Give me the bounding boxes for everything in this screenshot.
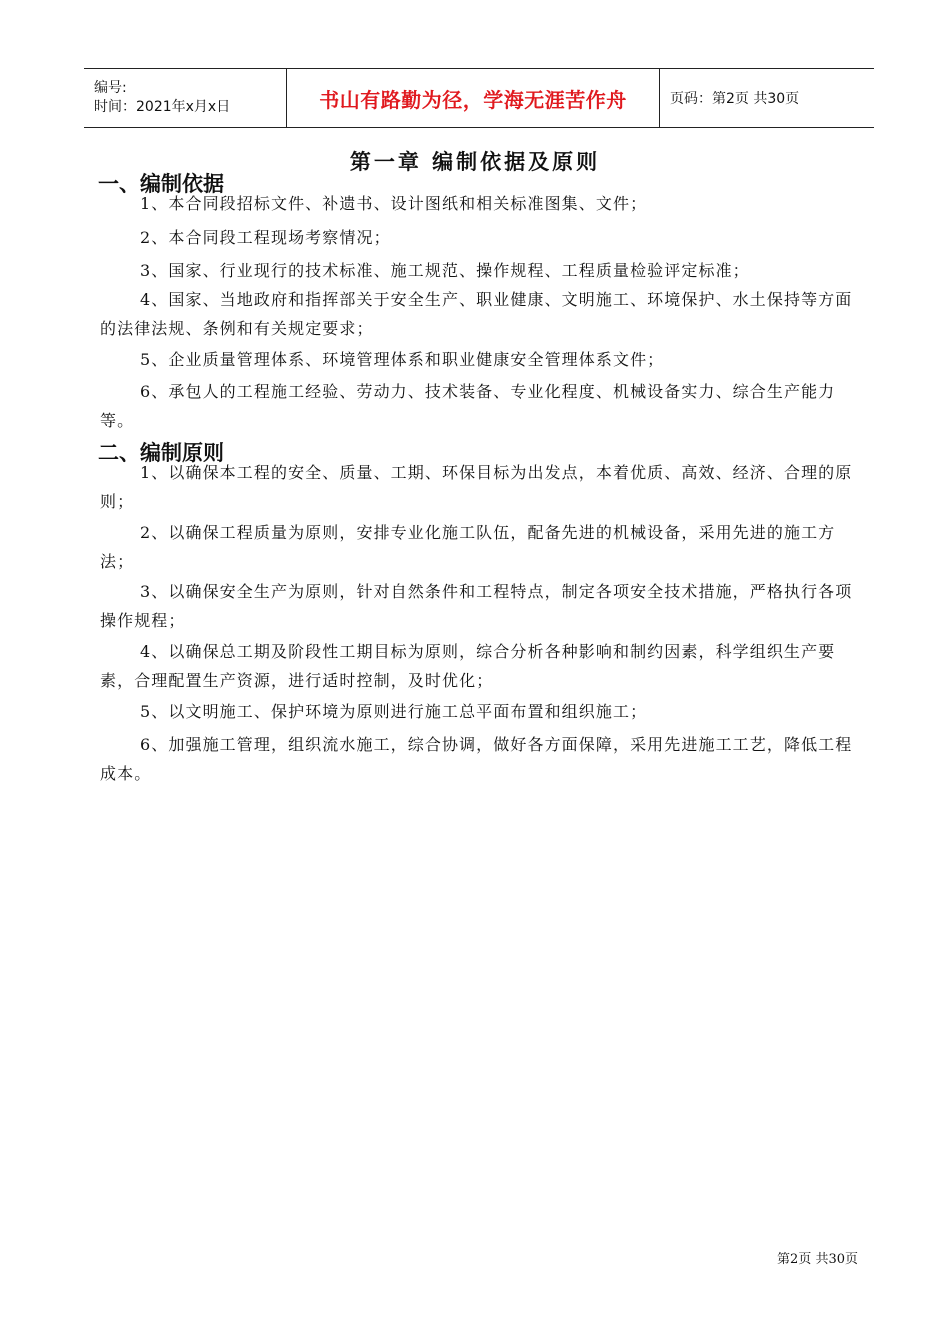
section-heading-basis: 一、编制依据 [98, 172, 224, 196]
paragraph: 1、本合同段招标文件、补遗书、设计图纸和相关标准图集、文件； [140, 194, 648, 213]
document-time-label: 时间：2021年x月x日 [94, 99, 231, 115]
paragraph: 4、以确保总工期及阶段性工期目标为原则，综合分析各种影响和制约因素，科学组织生产要素，合理配置生产资源，进行适时控制，及时优化； [100, 642, 836, 690]
chapter-title: 第一章 编制依据及原则 [349, 150, 601, 174]
page-footer: 第2页 共30页 [777, 1252, 858, 1267]
paragraph: 2、以确保工程质量为原则，安排专业化施工队伍，配备先进的机械设备，采用先进的施工方法； [100, 523, 836, 571]
paragraph: 3、国家、行业现行的技术标准、施工规范、操作规程、工程质量检验评定标准； [140, 261, 750, 280]
paragraph: 3、以确保安全生产为原则，针对自然条件和工程特点，制定各项安全技术措施，严格执行各项操作规程； [100, 582, 853, 630]
document-number-label: 编号: [94, 80, 127, 96]
section-heading-principles: 二、编制原则 [98, 441, 224, 465]
paragraph: 2、本合同段工程现场考察情况； [140, 228, 391, 247]
header-table [84, 68, 874, 128]
header-motto-cell [286, 69, 660, 127]
header-left-cell [84, 69, 286, 127]
header-motto: 书山有路勤为径，学海无涯苦作舟 [319, 87, 627, 112]
paragraph: 1、以确保本工程的安全、质量、工期、环保目标为出发点，本着优质、高效、经济、合理的原则； [100, 463, 853, 511]
paragraph: 4、国家、当地政府和指挥部关于安全生产、职业健康、文明施工、环境保护、水土保持等方面的法律法规、条例和有关规定要求； [100, 290, 853, 338]
paragraph: 6、加强施工管理，组织流水施工，综合协调，做好各方面保障，采用先进施工工艺，降低工程成本。 [100, 735, 853, 783]
paragraph: 6、承包人的工程施工经验、劳动力、技术装备、专业化程度、机械设备实力、综合生产能力等。 [100, 382, 836, 430]
header-page-cell [660, 69, 874, 127]
header-page-number: 页码：第2页 共30页 [670, 91, 800, 107]
paragraph: 5、企业质量管理体系、环境管理体系和职业健康安全管理体系文件； [140, 350, 665, 369]
paragraph: 5、以文明施工、保护环境为原则进行施工总平面布置和组织施工； [140, 702, 648, 721]
